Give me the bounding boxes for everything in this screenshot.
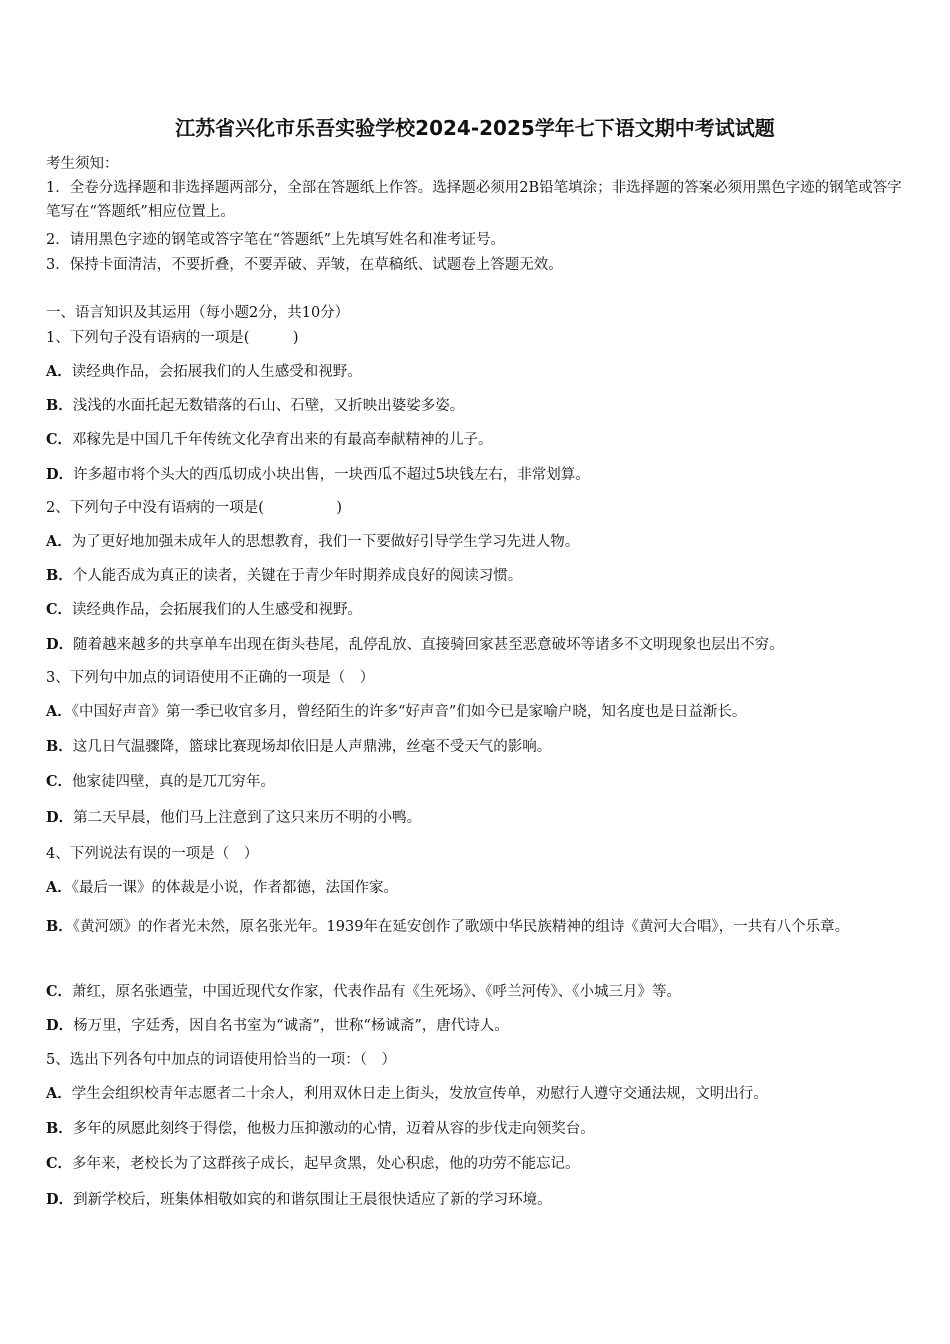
option-text: 《最后一课》的体裁是小说，作者都德，法国作家。 <box>71 880 399 896</box>
option-text: 他家徒四壁，真的是兀兀穷年。 <box>72 774 276 790</box>
notice-item-2: 2．请用黑色字迹的钢笔或答字笔在“答题纸”上先填写姓名和准考证号。 <box>46 232 506 248</box>
question-3-option-c <box>46 770 275 791</box>
question-3-option-d <box>46 806 421 827</box>
option-letter: A． <box>46 1085 72 1102</box>
option-text: 学生会组织校青年志愿者二十余人，利用双休日走上街头，发放宣传单，劝慰行人遵守交通法规，文明出行。 <box>71 1086 768 1102</box>
option-text: 多年来，老校长为了这群孩子成长，起早贪黑，处心积虑，他的功劳不能忘记。 <box>72 1156 580 1172</box>
question-5-option-a <box>46 1082 768 1103</box>
question-4-stem: 4、下列说法有误的一项是（ ） <box>46 846 259 862</box>
option-letter: B． <box>46 918 73 935</box>
option-letter: D． <box>46 1017 74 1034</box>
option-text: 为了更好地加强未成年人的思想教育，我们一下要做好引导学生学习先进人物。 <box>71 534 580 550</box>
question-2-stem: 2、下列句子中没有语病的一项是( ) <box>46 500 343 516</box>
option-text: 《黄河颂》的作者光未然，原名张光年。1939年在延安创作了歌颂中华民族精神的组诗《黄河大合唱》，一共有八个乐章。 <box>72 919 850 935</box>
option-letter: B． <box>46 397 73 414</box>
option-letter: D． <box>46 636 74 653</box>
option-letter: A． <box>46 533 72 550</box>
option-letter: C． <box>46 431 73 448</box>
option-text: 萧红，原名张迺莹，中国近现代女作家，代表作品有《生死场》、《呼兰河传》、《小城三月》等。 <box>72 984 682 1000</box>
notice-heading: 考生须知： <box>46 156 119 172</box>
question-4-option-a <box>46 876 398 897</box>
option-letter: B． <box>46 738 73 755</box>
option-text: 杨万里，字廷秀，因自名书室为“诚斋”，世称“杨诚斋”，唐代诗人。 <box>73 1018 509 1034</box>
question-2-option-d <box>46 633 784 654</box>
question-4-option-d <box>46 1014 509 1035</box>
question-1-option-b <box>46 394 464 415</box>
option-letter: D． <box>46 1191 74 1208</box>
option-letter: B． <box>46 567 73 584</box>
question-4-option-b <box>46 908 908 946</box>
question-3-option-a <box>46 700 746 721</box>
page-title: 江苏省兴化市乐吾实验学校2024-2025学年七下语文期中考试试题 <box>175 116 775 140</box>
question-5-option-c <box>46 1152 580 1173</box>
option-text: 《中国好声音》第一季已收官多月，曾经陌生的许多“好声音”们如今已是家喻户晓，知名度也是日益渐长。 <box>71 704 747 720</box>
option-letter: B． <box>46 1120 73 1137</box>
question-3-option-b <box>46 735 551 756</box>
option-text: 许多超市将个头大的西瓜切成小块出售，一块西瓜不超过5块钱左右，非常划算。 <box>73 467 590 483</box>
question-5-option-d <box>46 1188 552 1209</box>
option-letter: C． <box>46 1155 73 1172</box>
question-1-option-a <box>46 360 362 381</box>
option-letter: D． <box>46 466 74 483</box>
question-1-option-d <box>46 463 590 484</box>
option-text: 随着越来越多的共享单车出现在街头巷尾，乱停乱放、直接骑回家甚至恶意破坏等诸多不文明现象也层出不穷。 <box>73 637 784 653</box>
question-2-option-b <box>46 564 522 585</box>
option-text: 个人能否成为真正的读者，关键在于青少年时期养成良好的阅读习惯。 <box>72 568 523 584</box>
question-4-option-c <box>46 980 681 1001</box>
option-text: 邓稼先是中国几千年传统文化孕育出来的有最高奉献精神的儿子。 <box>72 432 493 448</box>
question-3-stem: 3、下列句中加点的词语使用不正确的一项是（ ） <box>46 670 375 686</box>
option-text: 多年的夙愿此刻终于得偿，他极力压抑激动的心情，迈着从容的步伐走向领奖台。 <box>72 1121 595 1137</box>
option-letter: C． <box>46 983 73 1000</box>
question-1-stem: 1、下列句子没有语病的一项是( ) <box>46 330 299 346</box>
question-2-option-a <box>46 530 579 551</box>
question-2-option-c <box>46 598 362 619</box>
option-letter: C． <box>46 773 73 790</box>
option-letter: A． <box>46 703 72 720</box>
option-letter: A． <box>46 363 72 380</box>
question-1-option-c <box>46 428 493 449</box>
option-text: 读经典作品，会拓展我们的人生感受和视野。 <box>72 602 363 618</box>
option-letter: A． <box>46 879 72 896</box>
option-text: 浅浅的水面托起无数错落的石山、石壁，又折映出婆娑多姿。 <box>72 398 465 414</box>
option-text: 这几日气温骤降，篮球比赛现场却依旧是人声鼎沸，丝毫不受天气的影响。 <box>72 739 552 755</box>
option-text: 到新学校后，班集体相敬如宾的和谐氛围让王晨很快适应了新的学习环境。 <box>73 1192 552 1208</box>
option-letter: C． <box>46 601 73 618</box>
notice-item-1: 1．全卷分选择题和非选择题两部分，全部在答题纸上作答。选择题必须用2B铅笔填涂；非选择题的答案必须用黑色字迹的钢笔或答字笔写在“答题纸”相应位置上。 <box>46 180 902 220</box>
notice-item-3: 3．保持卡面清洁，不要折叠，不要弄破、弄皱，在草稿纸、试题卷上答题无效。 <box>46 257 563 273</box>
option-text: 第二天早晨，他们马上注意到了这只来历不明的小鸭。 <box>73 810 422 826</box>
section-heading: 一、语言知识及其运用（每小题2分，共10分） <box>46 305 350 321</box>
question-5-option-b <box>46 1117 595 1138</box>
option-text: 读经典作品，会拓展我们的人生感受和视野。 <box>71 364 362 380</box>
question-5-stem: 5、选出下列各句中加点的词语使用恰当的一项：（ ） <box>46 1052 396 1068</box>
option-letter: D． <box>46 809 74 826</box>
